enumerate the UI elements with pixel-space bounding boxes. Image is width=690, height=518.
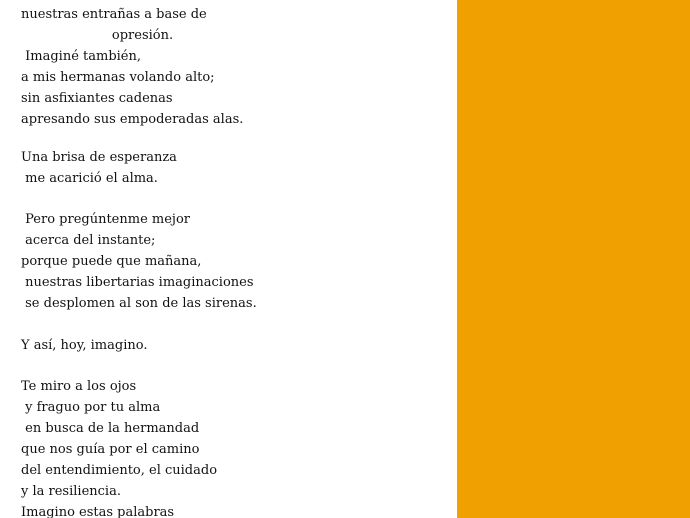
- poem-line: en busca de la hermandad: [21, 421, 200, 436]
- poem-line: Imagino estas palabras: [21, 505, 175, 518]
- poem-line: se desplomen al son de las sirenas.: [21, 296, 257, 311]
- orange-side-panel: [457, 0, 690, 518]
- poem-line: nuestras libertarias imaginaciones: [21, 275, 254, 290]
- poem-line: del entendimiento, el cuidado: [21, 463, 218, 478]
- poem-line: acerca del instante;: [21, 233, 156, 248]
- poem-line: que nos guía por el camino: [21, 442, 200, 457]
- poem-line: me acarició el alma.: [21, 171, 158, 186]
- poem-line: a mis hermanas volando alto;: [21, 70, 215, 85]
- poem-line: Y así, hoy, imagino.: [21, 338, 148, 353]
- poem-line: apresando sus empoderadas alas.: [21, 112, 244, 127]
- poem-line: Una brisa de esperanza: [21, 150, 177, 165]
- poem-line: Te miro a los ojos: [21, 379, 137, 394]
- poem-line: sin asfixiantes cadenas: [21, 91, 173, 106]
- poem-line: Imaginé también,: [21, 49, 142, 64]
- poem-line: y fraguo por tu alma: [21, 400, 161, 415]
- poem-line: porque puede que mañana,: [21, 254, 202, 269]
- poem-line: opresión.: [21, 28, 174, 43]
- poem-line: nuestras entrañas a base de: [21, 7, 207, 22]
- poem-line: y la resiliencia.: [21, 484, 121, 499]
- poem-line: Pero pregúntenme mejor: [21, 212, 190, 227]
